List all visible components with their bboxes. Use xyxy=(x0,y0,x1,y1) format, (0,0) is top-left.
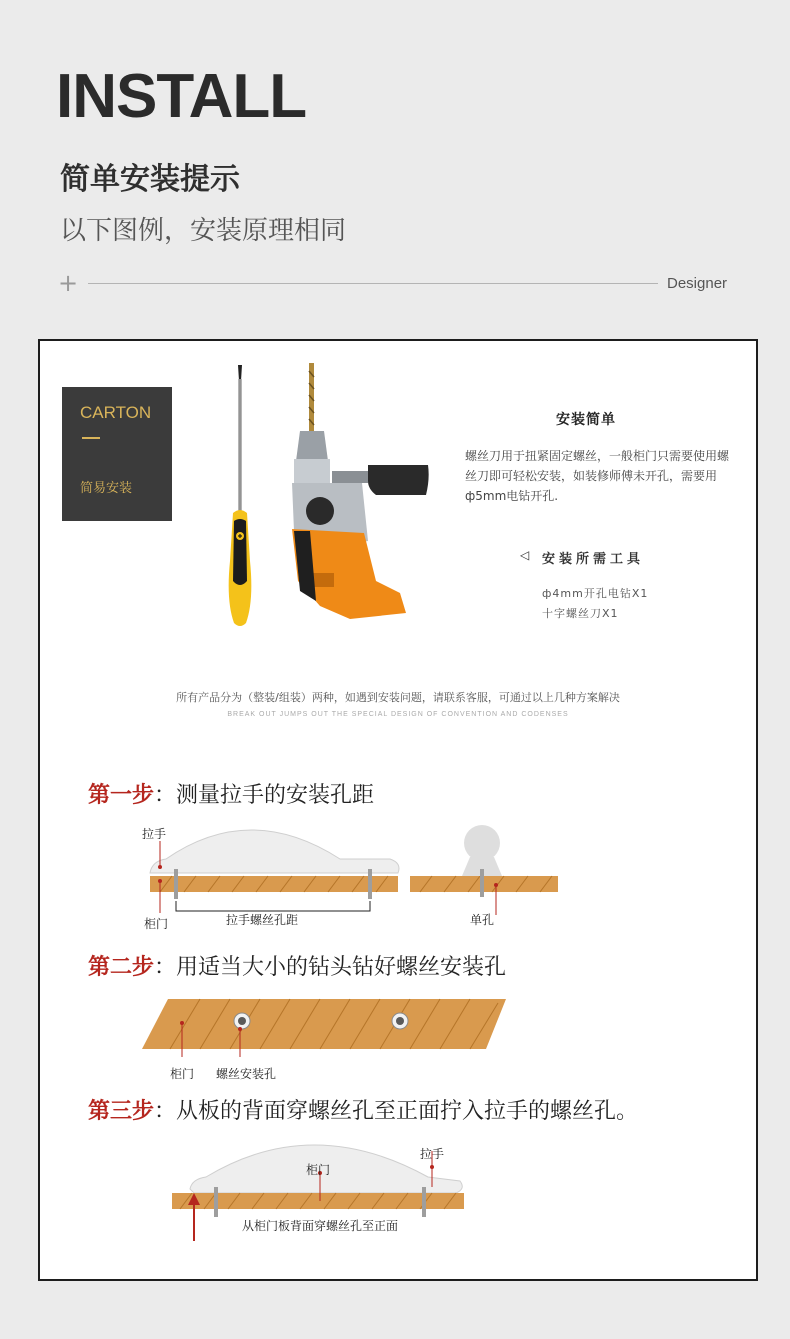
step-text: 测量拉手的安装孔距 xyxy=(176,783,375,808)
drill-icon xyxy=(280,361,430,621)
step-label: 第二步 xyxy=(88,955,155,980)
door-label: 柜门 xyxy=(170,1067,195,1081)
step-1-diagram xyxy=(140,821,560,931)
handle-label: 拉手 xyxy=(420,1147,445,1161)
single-hole-label: 单孔 xyxy=(470,913,495,927)
handle-label: 拉手 xyxy=(142,827,167,841)
tool-item: 十字螺丝刀X1 xyxy=(542,607,619,620)
step-label: 第一步 xyxy=(88,783,155,808)
step-text: 用适当大小的钻头钻好螺丝安装孔 xyxy=(176,955,507,980)
install-panel xyxy=(38,339,758,1281)
screw-hole-label: 螺丝安装孔 xyxy=(216,1067,277,1081)
plus-icon: + xyxy=(58,269,79,297)
section-note: 以下图例，安装原理相同 xyxy=(60,216,347,246)
notice-text-en: BREAK OUT JUMPS OUT THE SPECIAL DESIGN OF CONVENTION AND CODENSES xyxy=(227,711,569,718)
carton-label-cn: 简易安装 xyxy=(80,481,133,496)
step-text: 从板的背面穿螺丝孔至正面拧入拉手的螺丝孔。 xyxy=(176,1099,639,1124)
page-title: INSTALL xyxy=(56,62,307,131)
carton-label-en: CARTON xyxy=(80,403,152,422)
designer-label: Designer xyxy=(667,275,728,292)
step-separator: ： xyxy=(154,1099,177,1124)
screwdriver-icon xyxy=(220,361,260,631)
step-separator: ： xyxy=(154,783,177,808)
door-label: 柜门 xyxy=(306,1163,331,1177)
notice-text: 所有产品分为（整装/组装）两种，如遇到安装问题，请联系客服，可通过以上几种方案解决 xyxy=(176,691,620,704)
easy-install-body: 螺丝刀用于扭紧固定螺丝，一般柜门只需要使用螺丝刀即可轻松安装，如装修师傅未开孔，需要用ф5mm电钻开孔. xyxy=(465,449,730,503)
step-label: 第三步 xyxy=(88,1099,155,1124)
carton-divider xyxy=(82,437,100,439)
triangle-left-icon: ◁ xyxy=(520,548,530,562)
easy-install-title: 安装简单 xyxy=(556,412,616,428)
divider xyxy=(88,283,658,284)
door-label: 柜门 xyxy=(144,917,169,931)
step-separator: ： xyxy=(154,955,177,980)
step-2-heading xyxy=(88,953,506,983)
tool-item: ф4mm开孔电钻X1 xyxy=(542,587,649,600)
step-3-heading xyxy=(88,1097,638,1127)
through-front-label: 从柜门板背面穿螺丝孔至正面 xyxy=(242,1219,399,1233)
section-subtitle: 简单安装提示 xyxy=(60,162,240,197)
step-1-heading xyxy=(88,781,374,811)
step-2-diagram xyxy=(140,997,520,1059)
hole-distance-label: 拉手螺丝孔距 xyxy=(226,913,299,927)
carton-badge xyxy=(62,387,172,521)
tools-title: 安装所需工具 xyxy=(542,552,645,567)
